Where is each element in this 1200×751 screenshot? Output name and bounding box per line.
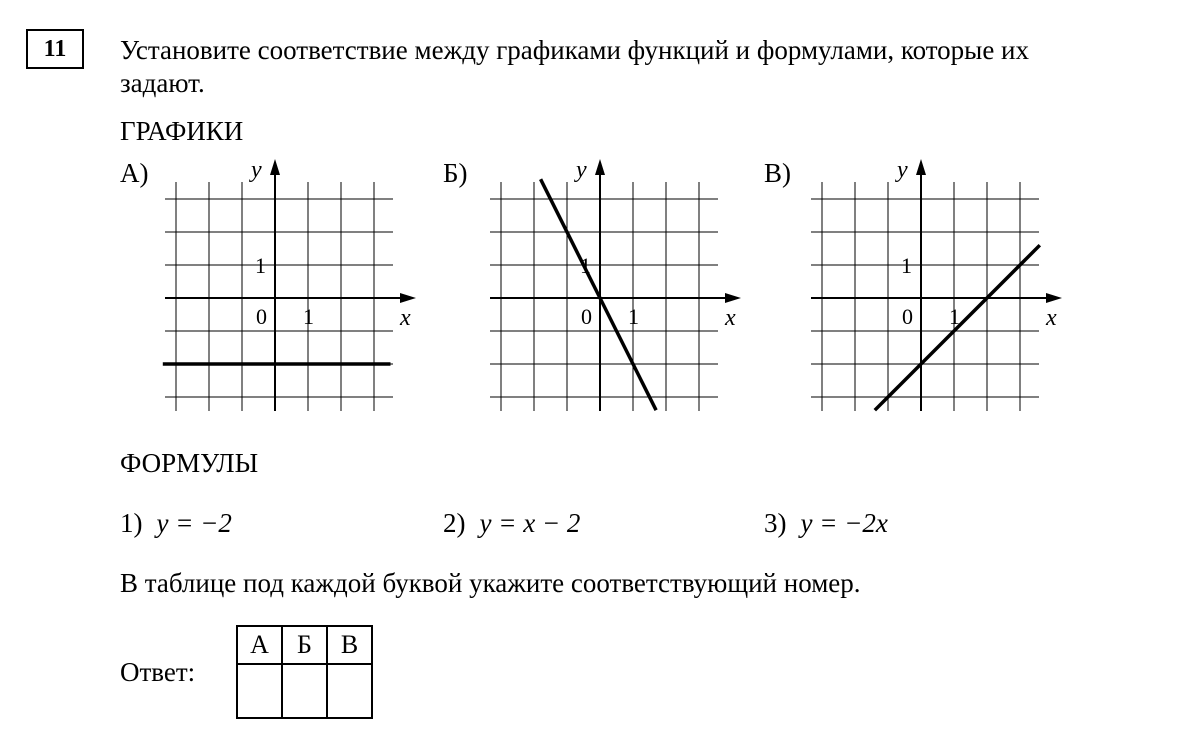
graph-c	[796, 155, 1076, 425]
graph-c-x-arrow	[1046, 293, 1062, 303]
graph-b-grid	[490, 182, 718, 411]
graph-c-origin-label: 0	[902, 304, 913, 329]
graph-a-y-unit-label: 1	[255, 253, 266, 278]
task-number: 11	[26, 29, 84, 69]
answer-header-b: Б	[282, 626, 327, 664]
answer-header-c: В	[327, 626, 372, 664]
formula-3-number: 3)	[764, 508, 787, 538]
task-prompt: Установите соответствие между графиками функций и формулами, которые их задают.	[120, 35, 1030, 98]
graphs-title: ГРАФИКИ	[120, 116, 244, 146]
graph-b-y-unit-label: 1	[580, 253, 591, 278]
graph-c-y-unit-label: 1	[901, 253, 912, 278]
answer-header-a: А	[237, 626, 282, 664]
graph-a-origin-label: 0	[256, 304, 267, 329]
graph-c-grid	[811, 182, 1039, 411]
answer-cell-b[interactable]	[282, 664, 327, 718]
graph-a-y-label: y	[251, 157, 262, 183]
graph-b-x-label: x	[725, 305, 736, 331]
graph-b	[475, 155, 755, 425]
graph-b-y-arrow	[595, 159, 605, 175]
graph-c-x-unit-label: 1	[949, 304, 960, 329]
formula-3	[764, 508, 888, 539]
graph-c-y-label: y	[897, 157, 908, 183]
graph-a-label: А)	[120, 158, 149, 188]
graph-b-x-unit-label: 1	[628, 304, 639, 329]
graph-b-function-line	[541, 179, 657, 410]
formula-3-expr: y = −2x	[800, 508, 888, 538]
instruction-text: В таблице под каждой буквой укажите соответствующий номер.	[120, 568, 861, 598]
answer-cell-a[interactable]	[237, 664, 282, 718]
graph-b-y-label: y	[576, 157, 587, 183]
formula-1-expr: y = −2	[156, 508, 232, 538]
graph-a-grid	[165, 182, 393, 411]
answer-table	[236, 625, 373, 719]
graph-a-x-unit-label: 1	[303, 304, 314, 329]
graph-b-label: Б)	[443, 158, 468, 188]
graph-a-x-label: x	[400, 305, 411, 331]
graph-b-origin-label: 0	[581, 304, 592, 329]
formula-2-number: 2)	[443, 508, 466, 538]
graph-b-x-arrow	[725, 293, 741, 303]
graph-c-label: В)	[764, 158, 791, 188]
graph-c-y-arrow	[916, 159, 926, 175]
answer-cell-c[interactable]	[327, 664, 372, 718]
formula-2-expr: y = x − 2	[479, 508, 581, 538]
graph-a	[150, 155, 430, 425]
formula-1	[120, 508, 232, 539]
graph-a-y-arrow	[270, 159, 280, 175]
answer-label: Ответ:	[120, 657, 196, 687]
formula-1-number: 1)	[120, 508, 143, 538]
graph-a-x-arrow	[400, 293, 416, 303]
formula-2	[443, 508, 580, 539]
graph-c-x-label: x	[1046, 305, 1057, 331]
formulas-title: ФОРМУЛЫ	[120, 448, 259, 478]
